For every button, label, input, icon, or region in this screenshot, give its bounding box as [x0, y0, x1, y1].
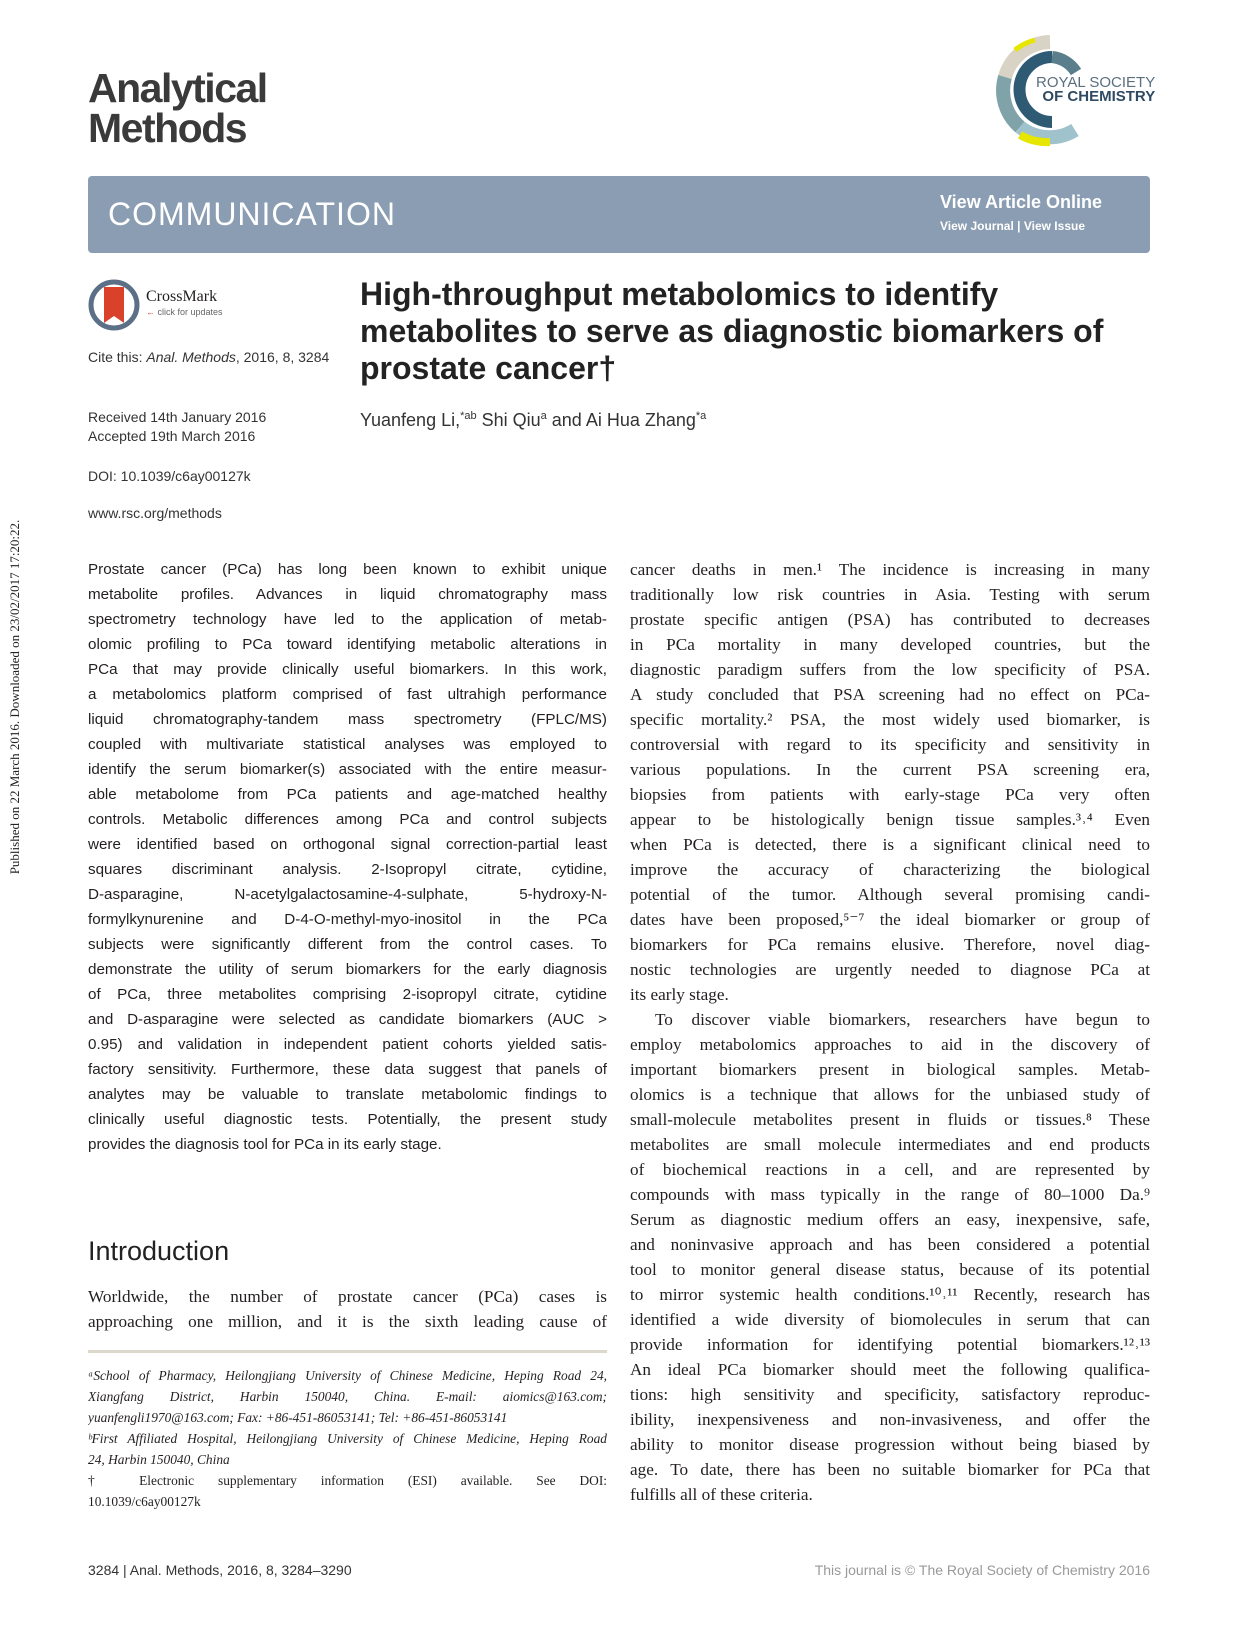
body-text-right-column [630, 557, 1150, 1507]
text-line: subjects were significantly different from the control cases. To [88, 936, 607, 953]
text-line: potential of the tumor. Although several promising candi- [630, 885, 1150, 904]
text-line: coupled with multivariate statistical analyses was employed to [88, 736, 607, 753]
page-footer-copyright: This journal is © The Royal Society of Chemistry 2016 [814, 1562, 1150, 1578]
text-line: † Electronic supplementary information (ESI) available. See DOI: [88, 1473, 607, 1488]
doi[interactable]: DOI: 10.1039/c6ay00127k [88, 468, 251, 484]
text-line: factory sensitivity. Furthermore, these data suggest that panels of [88, 1061, 607, 1078]
text-line: of PCa, three metabolites comprising 2-isopropyl citrate, cytidine [88, 986, 607, 1003]
text-line: spectrometry technology have led to the application of metab- [88, 611, 607, 628]
text-line: To discover viable biomarkers, researchers have begun to [655, 1010, 1150, 1029]
text-line: yuanfengli1970@163.com; Fax: +86-451-86053141; Tel: +86-451-86053141 [88, 1410, 508, 1425]
citation [88, 349, 329, 365]
text-line: appear to be histologically benign tissue samples.³˒⁴ Even [630, 810, 1150, 829]
author: Shi Qiu [476, 410, 541, 430]
text-line: specific mortality.² PSA, the most widely used biomarker, is [630, 710, 1150, 729]
text-line: small-molecule metabolites present in fluids or tissues.⁸ These [630, 1110, 1150, 1129]
text-line: identify the serum biomarker(s) associated with the entire measur- [88, 761, 607, 778]
journal-logo [88, 65, 267, 151]
text-line: Prostate cancer (PCa) has long been known to exhibit unique [88, 561, 607, 578]
article-type: COMMUNICATION [108, 196, 396, 232]
text-line: and D-asparagine were selected as candidate biomarkers (AUC > [88, 1011, 607, 1028]
text-line: compounds with mass typically in the range of 80–1000 Da.⁹ [630, 1185, 1150, 1204]
footnote-divider [88, 1350, 607, 1353]
text-line: provide information for identifying potential biomarkers.¹²˒¹³ [630, 1335, 1150, 1354]
text-line: ᵃSchool of Pharmacy, Heilongjiang University of Chinese Medicine, Heping Road 24, [88, 1368, 607, 1383]
text-line: identified a wide diversity of biomolecules in serum that can [630, 1310, 1150, 1329]
text-line: PCa that may provide clinically useful biomarkers. In this work, [88, 661, 607, 678]
text-line: age. To date, there has been no suitable biomarker for PCa that [630, 1460, 1150, 1479]
page-footer-citation: 3284 | Anal. Methods, 2016, 8, 3284–3290 [88, 1562, 352, 1578]
publisher-line2: OF CHEMISTRY [1042, 88, 1156, 105]
text-line: important biomarkers present in biological samples. Metab- [630, 1060, 1150, 1079]
text-line: Worldwide, the number of prostate cancer (PCa) cases is [88, 1287, 607, 1306]
text-line: dates have been proposed,⁵⁻⁷ the ideal biomarker or group of [630, 910, 1150, 929]
text-line: Serum as diagnostic medium offers an easy, inexpensive, safe, [630, 1210, 1150, 1229]
text-line: tions: high sensitivity and specificity, satisfactory reproduc- [630, 1385, 1150, 1404]
author: Yuanfeng Li, [360, 410, 461, 430]
journal-name-line2: Methods [88, 105, 247, 151]
cite-label: Cite this: [88, 349, 147, 365]
affiliation-mark: a [540, 410, 547, 422]
author: and Ai Hua Zhang [546, 410, 696, 430]
text-line: Xiangfang District, Harbin 150040, China. E-mail: aiomics@163.com; [88, 1389, 607, 1404]
affiliation-mark: *ab [460, 410, 477, 422]
article-type-banner [88, 176, 1150, 253]
text-line: olomic profiling to PCa toward identifying metabolic alterations in [88, 636, 607, 653]
text-line: controversial with regard to its specificity and sensitivity in [630, 735, 1150, 754]
crossmark-sub[interactable] [146, 307, 223, 317]
text-line: of biochemical reactions in a cell, and are represented by [630, 1160, 1150, 1179]
text-line: 0.95) and validation in independent patient cohorts yielded satis- [88, 1036, 607, 1053]
text-line: were identified based on orthogonal signal correction-partial least [88, 836, 607, 853]
text-line: A study concluded that PSA screening had no effect on PCa- [630, 685, 1150, 704]
crossmark-icon[interactable] [88, 279, 140, 331]
text-line: provides the diagnosis tool for PCa in its early stage. [88, 1136, 442, 1153]
journal-name-line1: Analytical [88, 65, 267, 111]
text-line: in PCa mortality in many developed countries, but the [630, 635, 1150, 654]
text-line: ability to monitor disease progression without being biased by [630, 1435, 1150, 1454]
download-note: Published on 22 March 2016. Downloaded on 23/02/2017 17:20:22. [7, 519, 22, 875]
text-line: diagnostic paradigm suffers from the low specificity of PSA. [630, 660, 1150, 679]
accepted-date: Accepted 19th March 2016 [88, 428, 256, 444]
text-line: a metabolomics platform comprised of fast ultrahigh performance [88, 686, 607, 703]
text-line: prostate specific antigen (PSA) has contributed to decreases [630, 610, 1150, 629]
text-line: formylkynurenine and D-4-O-methyl-myo-inositol in the PCa [88, 911, 607, 928]
crossmark-label[interactable]: CrossMark [146, 288, 218, 305]
cite-rest: , 2016, 8, 3284 [235, 349, 330, 365]
text-line: approaching one million, and it is the sixth leading cause of [88, 1312, 607, 1331]
text-line: tool to monitor general disease status, because of its potential [630, 1260, 1150, 1279]
text-line: clinically useful diagnostic tests. Potentially, the present study [88, 1111, 607, 1128]
text-line: metabolites are small molecule intermediates and end products [630, 1135, 1150, 1154]
authors [360, 410, 706, 431]
title-line: prostate cancer† [360, 350, 617, 386]
article-title [360, 276, 1140, 387]
text-line: nostic technologies are urgently needed to diagnose PCa at [630, 960, 1150, 979]
text-line: biopsies from patients with early-stage PCa very often [630, 785, 1150, 804]
affiliation-mark: *a [695, 410, 707, 422]
received-date: Received 14th January 2016 [88, 409, 267, 425]
text-line: metabolite profiles. Advances in liquid chromatography mass [88, 586, 607, 603]
crossmark-sub-text: click for updates [157, 307, 223, 317]
text-line: biomarkers for PCa remains elusive. Therefore, novel diag- [630, 935, 1150, 954]
view-issue-link[interactable]: View Issue [1023, 219, 1085, 233]
cite-journal: Anal. Methods [146, 349, 236, 365]
text-line: when PCa is detected, there is a significant clinical need to [630, 835, 1150, 854]
text-line: to mirror systemic health conditions.¹⁰˒¹¹ Recently, research has [630, 1285, 1150, 1304]
text-line: its early stage. [630, 985, 729, 1004]
view-article-online-link[interactable]: View Article Online [940, 192, 1103, 212]
text-line: D-asparagine, N-acetylgalactosamine-4-sulphate, 5-hydroxy-N- [88, 886, 607, 903]
text-line: able metabolome from PCa patients and age-matched healthy [88, 786, 607, 803]
separator: | [1013, 219, 1024, 233]
text-line: cancer deaths in men.¹ The incidence is increasing in many [630, 560, 1150, 579]
text-line: liquid chromatography-tandem mass spectrometry (FPLC/MS) [88, 711, 607, 728]
title-line: High-throughput metabolomics to identify [360, 276, 999, 312]
introduction-text [88, 1284, 607, 1334]
text-line: demonstrate the utility of serum biomarkers for the early diagnosis [88, 961, 607, 978]
abstract [88, 557, 607, 1157]
section-heading-introduction: Introduction [88, 1236, 230, 1266]
text-line: squares discriminant analysis. 2-Isopropyl citrate, cytidine, [88, 861, 607, 878]
text-line: and noninvasive approach and has been considered a potential [630, 1235, 1150, 1254]
text-line: employ metabolomics approaches to aid in the discovery of [630, 1035, 1150, 1054]
text-line: controls. Metabolic differences among PCa and control subjects [88, 811, 607, 828]
text-line: An ideal PCa biomarker should meet the following qualifica- [630, 1360, 1150, 1379]
text-line: analytes may be valuable to translate metabolomic findings to [88, 1086, 607, 1103]
footnotes [88, 1365, 607, 1512]
arrow-left-icon: ← [146, 307, 155, 317]
publisher-name [1036, 76, 1155, 104]
text-line: olomics is a technique that allows for the unbiased study of [630, 1085, 1150, 1104]
title-line: metabolites to serve as diagnostic biomarkers of [360, 313, 1104, 349]
publisher-line1: ROYAL SOCIETY [1036, 74, 1156, 91]
text-line: improve the accuracy of characterizing the biological [630, 860, 1150, 879]
text-line: various populations. In the current PSA screening era, [630, 760, 1150, 779]
text-line: ibility, inexpensiveness and non-invasiveness, and offer the [630, 1410, 1150, 1429]
text-line: traditionally low risk countries in Asia. Testing with serum [630, 585, 1150, 604]
text-line: 24, Harbin 150040, China [88, 1452, 230, 1467]
text-line: fulfills all of these criteria. [630, 1485, 813, 1504]
text-line: 10.1039/c6ay00127k [88, 1494, 201, 1509]
text-line: ᵇFirst Affiliated Hospital, Heilongjiang University of Chinese Medicine, Heping Road [88, 1431, 607, 1446]
journal-url[interactable]: www.rsc.org/methods [88, 505, 222, 521]
view-journal-link[interactable]: View Journal [940, 219, 1014, 233]
